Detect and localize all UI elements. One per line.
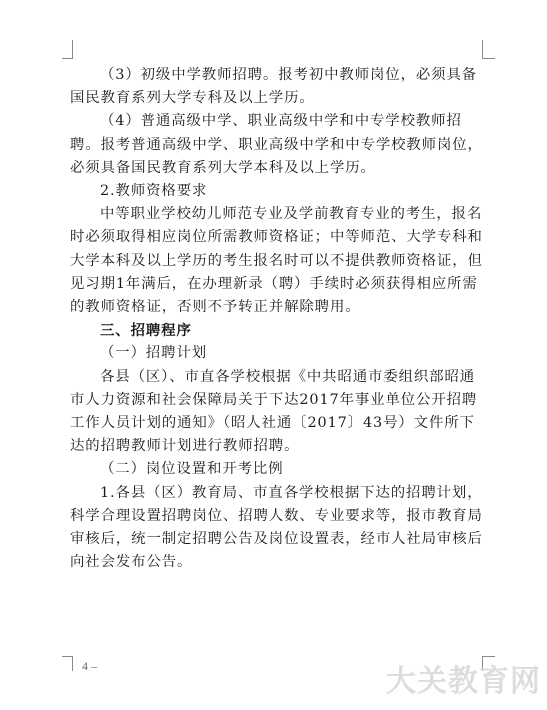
paragraph-qualification-requirements: 中等职业学校幼儿师范专业及学前教育专业的考生，报名时必须取得相应岗位所需教师资格证；中等师范、大学专科和大学本科及以上学历的考生报名时可以不提供教师资格证，但见习期1年满后，在办理新录（聘）手续时必须获得相应所需的教师资格证，否则不予转正并解除聘用。 <box>70 206 483 316</box>
crop-mark-top-left <box>62 40 73 59</box>
paragraph-junior-teacher: （3）初级中学教师招聘。报考初中教师岗位，必须具备国民教育系列大学专科及以上学历。 <box>70 67 478 107</box>
crop-mark-top-right <box>482 40 495 59</box>
paragraph-recruitment-plan: 各县（区）、市直各学校根据《中共昭通市委组织部昭通市人力资源和社会保障局关于下达2017年事业单位公开招聘工作人员计划的通知》（昭人社通〔2017〕43号）文件所下达的招聘教师计划进行教师招聘。 <box>70 368 478 455</box>
heading-recruitment-procedure: 三、招聘程序 <box>100 322 192 340</box>
page-number: 4 – <box>82 659 97 673</box>
document-body <box>70 64 490 574</box>
paragraph-senior-teacher: （4）普通高级中学、职业高级中学和中专学校教师招聘。报考普通高级中学、职业高级中学和中专学校教师岗位，必须具备国民教育系列大学本科及以上学历。 <box>70 113 483 176</box>
watermark-logo: 大关教育网 <box>386 664 541 699</box>
crop-mark-bottom-left <box>62 656 73 671</box>
paragraph-position-setting: 1.各县（区）教育局、市直各学校根据下达的招聘计划，科学合理设置招聘岗位、招聘人数、专业要求等，报市教育局审核后，统一制定招聘公告及岗位设置表，经市人社局审核后向社会发布公告。 <box>70 484 483 571</box>
heading-recruitment-plan: （一）招聘计划 <box>100 345 208 362</box>
heading-teacher-qualification: 2.教师资格要求 <box>100 183 208 200</box>
heading-position-setting: （二）岗位设置和开考比例 <box>100 461 284 478</box>
